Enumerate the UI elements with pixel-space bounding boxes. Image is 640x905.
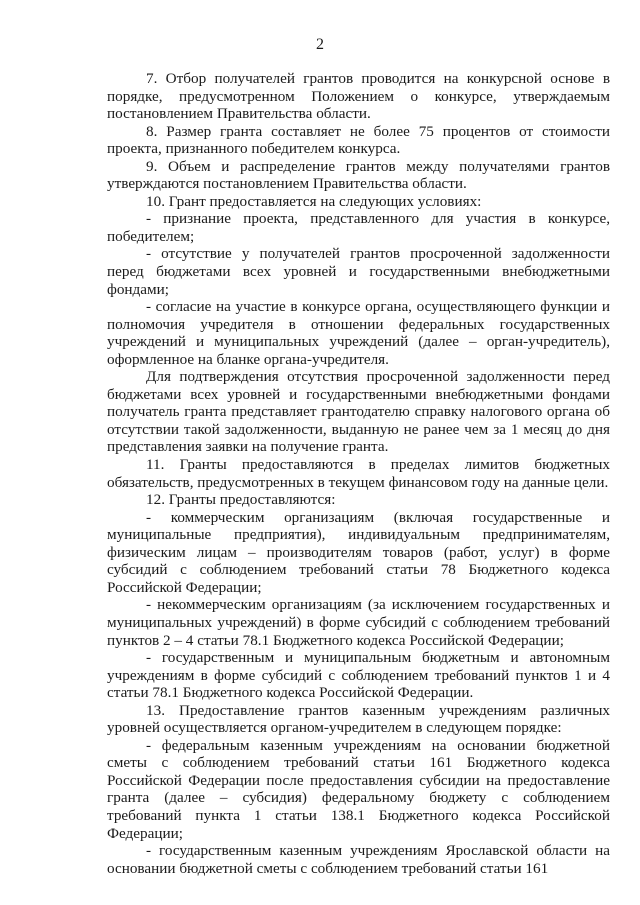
- paragraph-11: 11. Гранты предоставляются в пределах лимитов бюджетных обязательств, предусмотренных в текущем финансовом году на данные цели.: [107, 456, 610, 491]
- paragraph-13: 13. Предоставление грантов казенным учреждениям различных уровней осуществляется органом-учредителем в следующем порядке:: [107, 701, 610, 737]
- paragraph-8: 8. Размер гранта составляет не более 75 процентов от стоимости проекта, признанного победителем конкурса.: [107, 122, 610, 158]
- paragraph-12-item-2: - некоммерческим организациям (за исключением государственных и муниципальных учреждений) в форме субсидий с соблюдением требований пунктов 2 – 4 статьи 78.1 Бюджетного кодекса Российской Федерации;: [107, 596, 610, 649]
- paragraph-7: 7. Отбор получателей грантов проводится на конкурсной основе в порядке, предусмотренном Положением о конкурсе, утверждаемым постановлением Правительства области.: [107, 70, 610, 123]
- document-body: [107, 70, 610, 877]
- paragraph-13-item-1: - федеральным казенным учреждениям на основании бюджетной сметы с соблюдением требований статьи 161 Бюджетного кодекса Российской Федерации после предоставления субсидии на предоставление гранта (далее – субсидия) федеральному бюджету с соблюдением требований пункта 1 статьи 138.1 Бюджетного кодекса Российской Федерации;: [107, 736, 610, 842]
- paragraph-10-item-1: - признание проекта, представленного для участия в конкурсе, победителем;: [107, 210, 610, 245]
- paragraph-13-item-2: - государственным казенным учреждениям Ярославской области на основании бюджетной сметы с соблюдением требований статьи 161: [107, 842, 610, 877]
- paragraph-9: 9. Объем и распределение грантов между получателями грантов утверждаются постановлением Правительства области.: [107, 157, 610, 193]
- paragraph-12-item-3: - государственным и муниципальным бюджетным и автономным учреждениям в форме субсидий с соблюдением требований пунктов 1 и 4 статьи 78.1 Бюджетного кодекса Российской Федерации.: [107, 649, 610, 702]
- paragraph-12-item-1: - коммерческим организациям (включая государственные и муниципальные предприятия), индивидуальным предпринимателям, физическим лицам – производителям товаров (работ, услуг) в форме субсидий с соблюдением требований статьи 78 Бюджетного кодекса Российской Федерации;: [107, 508, 610, 596]
- paragraph-10: 10. Грант предоставляется на следующих условиях:: [146, 192, 482, 210]
- paragraph-10-item-2: - отсутствие у получателей грантов просроченной задолженности перед бюджетами всех уровней и государственными внебюджетными фондами;: [107, 245, 610, 298]
- paragraph-10-item-3: - согласие на участие в конкурсе органа, осуществляющего функции и полномочия учредителя в отношении федеральных государственных учреждений и муниципальных учреждений (далее – орган-учредитель), оформленное на бланке органа-учредителя.: [107, 298, 610, 368]
- paragraph-12: 12. Гранты предоставляются:: [146, 491, 336, 509]
- paragraph-10-note: Для подтверждения отсутствия просроченной задолженности перед бюджетами всех уровней и государственными внебюджетными фондами получатель гранта представляет грантодателю справку налогового органа об отсутствии такой задолженности, выданную не ранее чем за 1 месяц до дня представления заявки на получение гранта.: [107, 368, 610, 456]
- page-number: 2: [316, 36, 324, 53]
